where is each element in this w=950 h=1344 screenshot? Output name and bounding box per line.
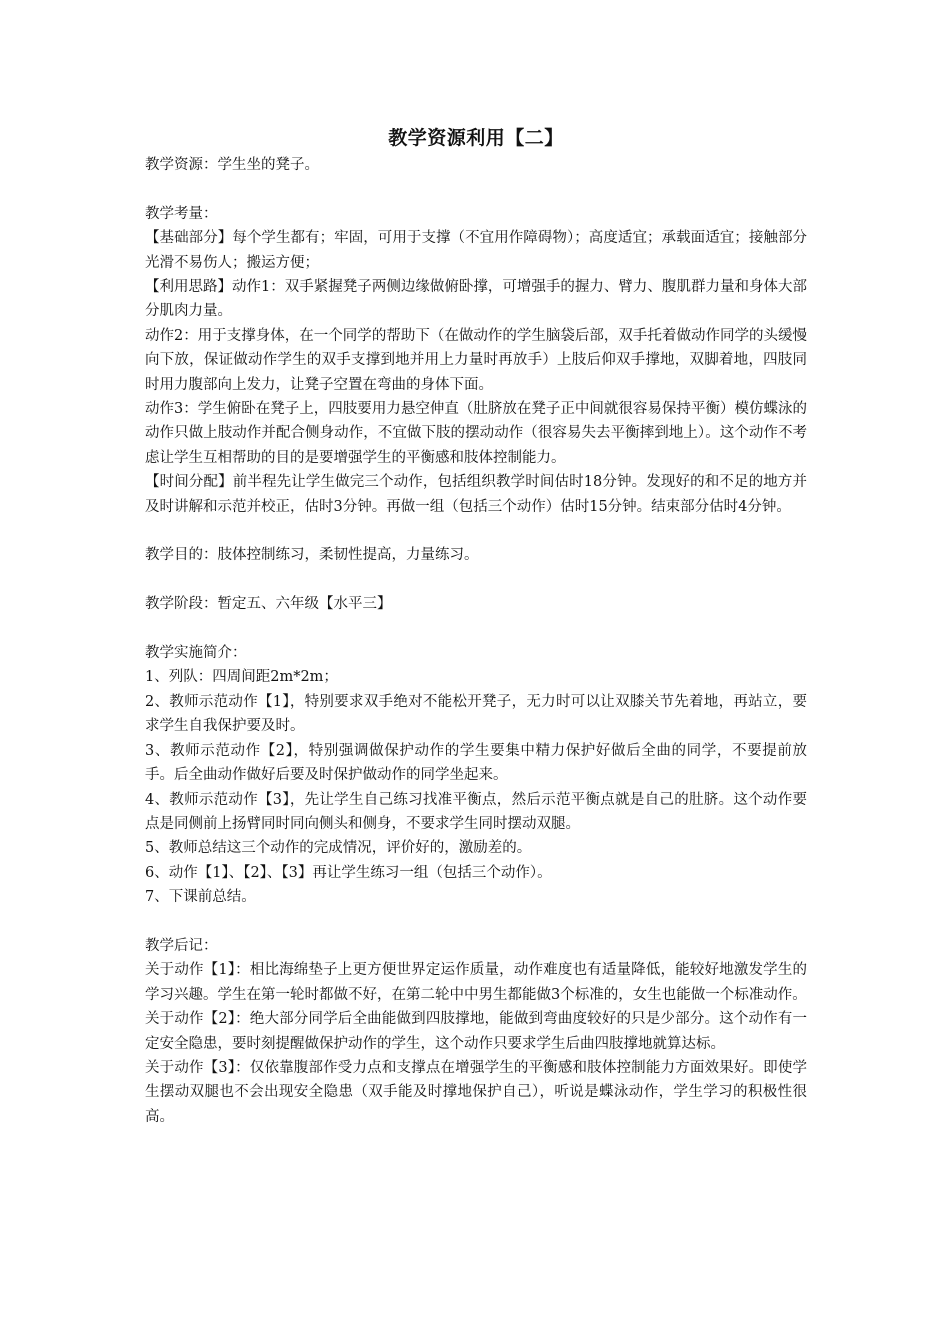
document-title: 教学资源利用【二】 — [388, 127, 564, 149]
spacer — [145, 910, 807, 934]
stage-line: 教学阶段：暂定五、六年级【水平三】 — [145, 596, 392, 613]
considerations-heading: 教学考量： — [145, 205, 218, 222]
spacer — [145, 519, 807, 543]
spacer — [145, 177, 807, 201]
spacer — [145, 568, 807, 592]
implementation-step: 4、教师示范动作【3】，先让学生自己练习找准平衡点，然后示范平衡点就是自己的肚脐。这个动作要点是同侧前上扬臂同时同向侧头和侧身，不要求学生同时摆动双腿。 — [145, 791, 807, 832]
implementation-heading: 教学实施简介： — [145, 645, 247, 662]
postscript-note: 关于动作【1】：相比海绵垫子上更方便世界定运作质量，动作难度也有适量降低，能较好地激发学生的学习兴趣。学生在第一轮时都做不好，在第二轮中中男生都能做3个标准的，女生也能做一个标准动作。 — [145, 962, 807, 1003]
postscript-note: 关于动作【3】：仅依靠腹部作受力点和支撑点在增强学生的平衡感和肢体控制能力方面效果好。即使学生摆动双腿也不会出现安全隐患（双手能及时撑地保护自己），听说是蝶泳动作，学生学习的积极性很高。 — [145, 1059, 807, 1125]
implementation-step: 1、列队：四周间距2m*2m； — [145, 669, 338, 686]
action2-paragraph: 动作2：用于支撑身体，在一个同学的帮助下（在做动作的学生脑袋后部，双手托着做动作同学的头缓慢向下放，保证做动作学生的双手支撑到地并用上力量时再放手）上肢后仰双手撑地，双脚着地，四肢同时用力腹部向上发力，让凳子空置在弯曲的身体下面。 — [145, 327, 807, 393]
resource-line: 教学资源：学生坐的凳子。 — [145, 157, 319, 173]
time-allocation-paragraph: 【时间分配】前半程先让学生做完三个动作，包括组织教学时间估时18分钟。发现好的和不足的地方并及时讲解和示范并校正，估时3分钟。再做一组（包括三个动作）估时15分钟。结束部分估时4分钟。 — [145, 474, 807, 515]
spacer — [145, 617, 807, 641]
postscript-note: 关于动作【2】：绝大部分同学后全曲能做到四肢撑地，能做到弯曲度较好的只是少部分。这个动作有一定安全隐患，要时刻提醒做保护动作的学生，这个动作只要求学生后曲四肢撑地就算达标。 — [145, 1011, 807, 1052]
implementation-step: 5、教师总结这三个动作的完成情况，评价好的，激励差的。 — [145, 840, 532, 857]
document-page — [145, 125, 807, 1129]
implementation-step: 7、下课前总结。 — [145, 889, 256, 906]
idea-action1-paragraph: 【利用思路】动作1：双手紧握凳子两侧边缘做俯卧撑，可增强手的握力、臂力、腹肌群力量和身体大部分肌肉力量。 — [145, 279, 807, 320]
implementation-step: 6、动作【1】、【2】、【3】再让学生练习一组（包括三个动作）。 — [145, 864, 552, 881]
postscript-heading: 教学后记： — [145, 937, 218, 954]
implementation-step: 3、教师示范动作【2】，特别强调做保护动作的学生要集中精力保护好做后全曲的同学，不要提前放手。后全曲动作做好后要及时保护做动作的同学坐起来。 — [145, 742, 807, 784]
basic-part-paragraph: 【基础部分】每个学生都有；牢固，可用于支撑（不宜用作障碍物）；高度适宜；承载面适宜；接触部分光滑不易伤人；搬运方便； — [145, 230, 807, 271]
goal-line: 教学目的：肢体控制练习，柔韧性提高，力量练习。 — [145, 547, 479, 564]
action3-paragraph: 动作3：学生俯卧在凳子上，四肢要用力悬空伸直（肚脐放在凳子正中间就很容易保持平衡）模仿蝶泳的动作只做上肢动作并配合侧身动作，不宜做下肢的摆动动作（很容易失去平衡摔到地上）。这个动作不考虑让学生互相帮助的目的是要增强学生的平衡感和肢体控制能力。 — [145, 401, 807, 466]
implementation-step: 2、教师示范动作【1】，特别要求双手绝对不能松开凳子，无力时可以让双膝关节先着地，再站立，要求学生自我保护要及时。 — [145, 693, 807, 735]
